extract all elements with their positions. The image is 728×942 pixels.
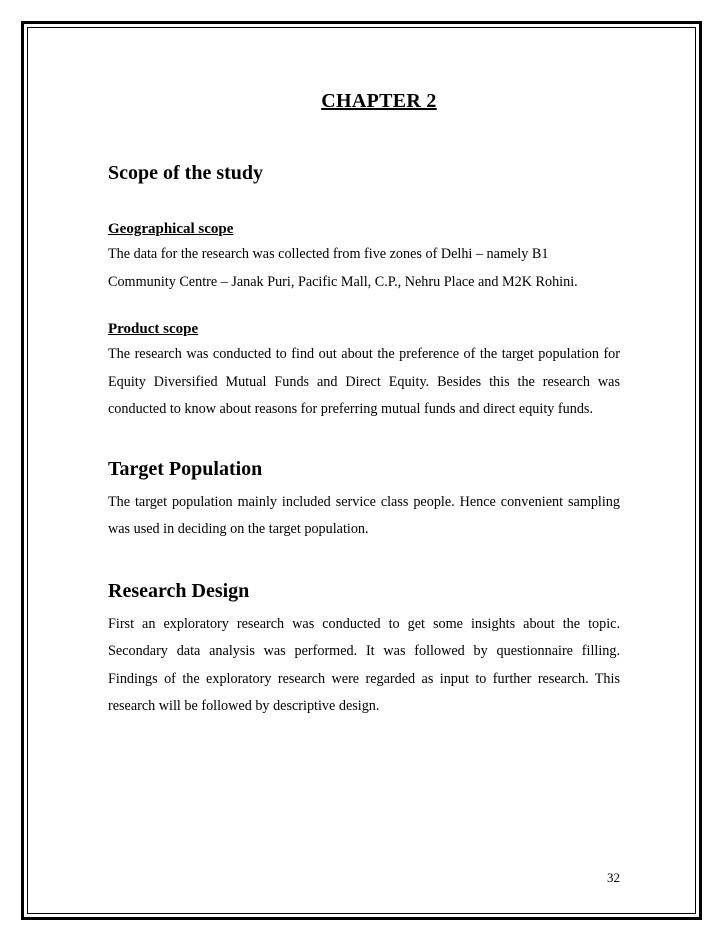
target-population-heading: Target Population: [108, 457, 263, 480]
research-design-heading: Research Design: [108, 579, 250, 602]
research-design-section: [108, 577, 620, 721]
research-design-text: First an exploratory research was conducted to get some insights about the topic. Secondary data analysis was performed. It was followed by questionnaire filling. Findings of the exploratory research were regarded as input to further research. This research will be followed by descriptive design.: [108, 615, 620, 714]
page-number: 32: [607, 870, 620, 885]
page-content: [108, 87, 620, 721]
product-scope: [108, 320, 620, 424]
target-population-text: The target population mainly included service class people. Hence convenient sampling was used in deciding on the target population.: [108, 493, 620, 537]
scope-section: [108, 159, 620, 424]
geographical-scope-subheading: Geographical scope: [108, 221, 234, 237]
target-population-section: [108, 455, 620, 544]
geographical-scope-text: The data for the research was collected from five zones of Delhi – namely B1 Community Centre – Janak Puri, Pacific Mall, C.P., Nehru Place and M2K Rohini.: [108, 246, 578, 290]
scope-heading: Scope of the study: [108, 162, 264, 184]
product-scope-text: The research was conducted to find out about the preference of the target population for Equity Diversified Mutual Funds and Direct Equity. Besides this the research was conducted to know about reasons for preferring mutual funds and direct equity funds.: [108, 346, 620, 417]
product-scope-subheading: Product scope: [108, 321, 199, 337]
chapter-title: CHAPTER 2: [321, 90, 437, 112]
geographical-scope: [108, 220, 620, 296]
